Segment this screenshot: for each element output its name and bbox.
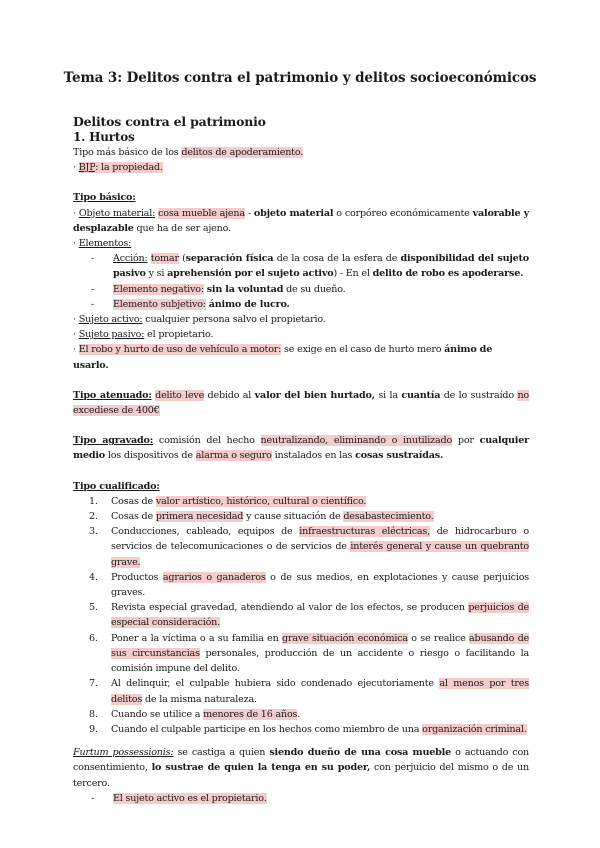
- cualificado-list: [73, 494, 529, 737]
- text: y cause situación de: [243, 511, 344, 523]
- text: o de sus medios, en explotaciones y cause perjuicios graves.: [111, 571, 529, 599]
- list-item: [73, 494, 529, 509]
- list-number: 4.: [89, 571, 98, 583]
- text: de su dueño.: [283, 283, 346, 295]
- bold: ánimo de lucro.: [208, 298, 290, 310]
- highlight: delito leve: [155, 389, 205, 401]
- list-item: [73, 722, 529, 737]
- highlight: organización criminal.: [422, 723, 527, 735]
- highlight: El robo y hurto de uso de vehículo a motor:: [78, 344, 282, 356]
- text: o se realice: [407, 632, 470, 644]
- highlight: grave situación económica: [282, 632, 408, 644]
- bold: delito de robo es apoderarse.: [372, 268, 524, 280]
- highlight: Elemento negativo:: [113, 283, 204, 295]
- list-item: [73, 524, 529, 570]
- bold: disponibilidad del sujeto pasivo: [113, 253, 529, 280]
- list-item: [73, 509, 529, 524]
- highlight: perjuicios de especial consideración.: [111, 602, 529, 629]
- highlight: delitos de apoderamiento.: [181, 147, 304, 158]
- highlight: El sujeto activo es el propietario.: [113, 792, 267, 804]
- label: Furtum possessionis:: [73, 747, 174, 759]
- bullet: ·: [73, 238, 79, 250]
- list-item-accion: [73, 251, 529, 281]
- text: Tipo más básico de los: [73, 147, 182, 158]
- bullet: ·: [73, 314, 79, 326]
- dash-bullet: -: [91, 283, 95, 295]
- text: de la misma naturaleza.: [142, 693, 257, 705]
- dash-bullet: -: [91, 298, 95, 310]
- text: cualquier persona salvo el propietario.: [142, 314, 326, 326]
- text: -: [244, 207, 254, 219]
- bullet: ·: [73, 207, 79, 219]
- bullet: ·: [73, 344, 79, 356]
- highlight: no excediese de 400€: [73, 389, 530, 417]
- bold: sin la voluntad: [206, 283, 284, 295]
- text: se castiga a quien: [173, 747, 270, 759]
- text: o corpóreo económicamente: [333, 207, 473, 219]
- intro-line-1: [73, 145, 529, 160]
- tipo-basico-heading: Tipo básico:: [73, 192, 136, 204]
- label: Tipo agravado:: [73, 435, 154, 447]
- list-number: 1.: [89, 495, 98, 507]
- text: :: [95, 162, 102, 174]
- list-number: 7.: [89, 678, 98, 690]
- text: por: [452, 435, 480, 447]
- highlight: interés general y cause un quebranto grave.: [111, 541, 529, 568]
- text: instalados en las: [271, 450, 356, 462]
- highlight: cosa mueble ajena: [158, 207, 245, 219]
- highlight: tomar: [150, 253, 179, 265]
- bold: objeto material: [253, 207, 334, 219]
- highlight: Elemento subjetivo:: [113, 298, 206, 310]
- list-item: [73, 676, 529, 706]
- bold: lo sustrae de quien la tenga en su poder,: [151, 762, 371, 774]
- text: Cuando el culpable participe en los hechos como miembro de una: [111, 723, 423, 735]
- label: Acción:: [113, 253, 148, 265]
- text: se exige en el caso de hurto mero: [281, 344, 445, 356]
- list-number: 6.: [89, 632, 98, 644]
- bold: aprehensión por el sujeto activo: [167, 268, 334, 280]
- text: Cosas de: [111, 511, 156, 523]
- text: de la cosa de la esfera de: [273, 253, 401, 265]
- document-title: Tema 3: Delitos contra el patrimonio y delitos socioeconómicos: [63, 70, 537, 86]
- furtum-paragraph: [73, 745, 529, 791]
- text: de lo sustraído: [440, 389, 518, 401]
- highlight: al menos por tres delitos: [111, 678, 529, 705]
- list-item-propietario: [73, 791, 529, 806]
- label: Sujeto pasivo:: [78, 329, 145, 341]
- highlight: valor artístico, histórico, cultural o científico.: [155, 495, 367, 507]
- sujeto-activo-line: [73, 312, 529, 327]
- text: (: [178, 253, 186, 265]
- text: o actuando con consentimiento,: [73, 747, 529, 774]
- list-item: [73, 600, 529, 630]
- robo-vehiculo-line: [73, 342, 529, 372]
- label: Sujeto activo:: [78, 314, 143, 326]
- text: debido al: [204, 389, 255, 401]
- list-item-negativo: [73, 282, 529, 297]
- text: Cosas de: [111, 495, 156, 507]
- list-number: 8.: [89, 708, 98, 720]
- highlight: agrarios o ganaderos: [162, 571, 266, 583]
- list-number: 5.: [89, 602, 98, 614]
- list-item: [73, 570, 529, 600]
- intro-line-2: [73, 160, 529, 175]
- text: si la: [374, 389, 402, 401]
- text: Al delinquir, el culpable hubiera sido condenado ejecutoriamente: [111, 678, 440, 690]
- highlight: primera necesidad: [155, 511, 244, 523]
- text: ) - En el: [333, 268, 373, 280]
- list-item: [73, 707, 529, 722]
- text: y si: [145, 268, 168, 280]
- label: Elementos:: [78, 238, 132, 250]
- highlight: desabastecimiento.: [343, 511, 434, 523]
- text: Poner a la víctima o a su familia en: [111, 632, 283, 644]
- dash-bullet: -: [91, 792, 95, 804]
- text: el propietario.: [144, 329, 214, 341]
- text: Revista especial gravedad, atendiendo al valor de los efectos, se producen: [111, 602, 469, 614]
- section-heading: Delitos contra el patrimonio: [73, 114, 266, 129]
- highlight: infraestructuras eléctricas,: [299, 526, 430, 538]
- text: los dispositivos de: [105, 450, 196, 462]
- highlight: neutralizando, eliminando o inutilizado: [260, 435, 453, 447]
- text: Conducciones, cableado, equipos de: [111, 526, 300, 538]
- text: .: [297, 708, 301, 720]
- tipo-cualificado-heading: Tipo cualificado:: [73, 480, 160, 492]
- list-number: 2.: [89, 511, 98, 523]
- bold: valorable y desplazable: [73, 207, 530, 234]
- bold: cualquier medio: [73, 435, 529, 462]
- text: de hidrocarburo o servicios de telecomunicaciones o de servicios de: [111, 526, 529, 553]
- dash-bullet: -: [91, 253, 95, 265]
- list-item-subjetivo: [73, 297, 529, 312]
- bold: ánimo de usarlo.: [73, 344, 493, 371]
- highlight: abusando de sus circunstancias: [111, 632, 529, 659]
- list-number: 3.: [89, 526, 98, 538]
- bjp-label: BJP: [78, 162, 96, 174]
- text: personales, producción de un accidente o riesgo o facilitando la comisión impune del delito.: [111, 647, 529, 675]
- bullet: ·: [73, 162, 79, 174]
- text: con perjuicio del mismo o de un tercero.: [73, 762, 529, 789]
- document-body: [73, 114, 529, 806]
- label: Tipo atenuado:: [73, 389, 152, 401]
- bold: cuantía: [401, 389, 441, 401]
- label: Objeto material:: [78, 207, 156, 219]
- elementos-line: [73, 236, 529, 251]
- objeto-material-line: [73, 206, 529, 236]
- highlight: la propiedad.: [101, 162, 163, 174]
- text: Cuando se utilice a: [111, 708, 204, 720]
- subsection-heading: 1. Hurtos: [73, 130, 135, 144]
- bold: valor del bien hurtado,: [254, 389, 375, 401]
- bullet: ·: [73, 329, 79, 341]
- tipo-atenuado-paragraph: [73, 388, 529, 418]
- text: comisión del hecho: [153, 435, 261, 447]
- text: que ha de ser ajeno.: [133, 222, 231, 234]
- bold: siendo dueño de una cosa mueble: [269, 747, 452, 759]
- highlight: menores de 16 años: [203, 708, 298, 720]
- list-item: [73, 631, 529, 677]
- bold: cosas sustraídas.: [355, 450, 444, 462]
- bold: separación física: [185, 253, 274, 265]
- tipo-agravado-paragraph: [73, 433, 529, 463]
- sujeto-pasivo-line: [73, 327, 529, 342]
- text: Productos: [111, 571, 163, 583]
- highlight: alarma o seguro: [195, 450, 272, 462]
- list-number: 9.: [89, 723, 98, 735]
